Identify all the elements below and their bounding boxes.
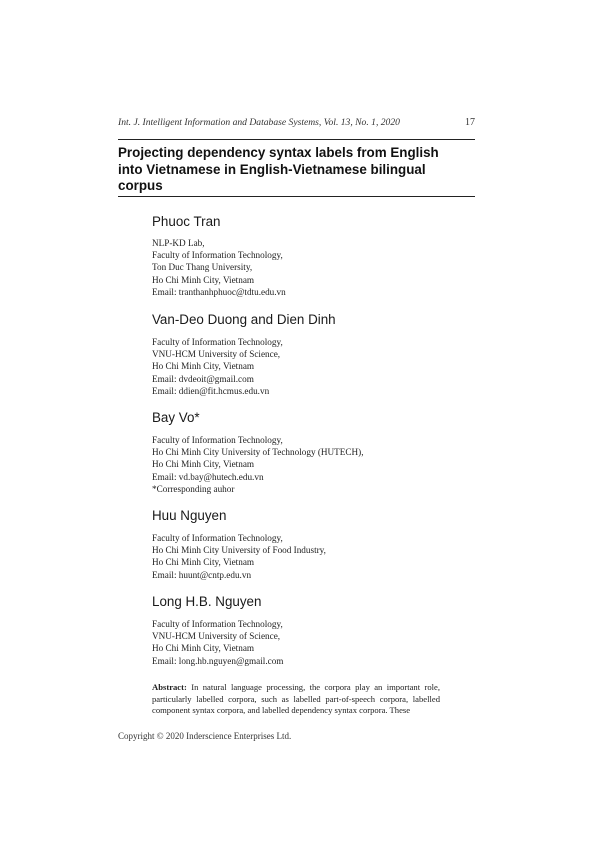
affiliation-line: Ho Chi Minh City, Vietnam [152, 643, 255, 654]
affiliation-line: Ton Duc Thang University, [152, 262, 253, 273]
paper-title [118, 145, 475, 195]
affiliation-line: Ho Chi Minh City, Vietnam [152, 459, 255, 470]
affiliation-line: VNU-HCM University of Science, [152, 349, 281, 360]
title-line-1: Projecting dependency syntax labels from English [118, 145, 439, 160]
author-email: Email: tranthanhphuoc@tdtu.edu.vn [152, 286, 286, 297]
page-number: 17 [465, 117, 475, 128]
abstract [152, 682, 440, 717]
author-email: Email: huunt@cntp.edu.vn [152, 569, 252, 580]
author-name: Huu Nguyen [152, 508, 227, 523]
author-name: Bay Vo* [152, 410, 200, 425]
author-email: Email: long.hb.nguyen@gmail.com [152, 655, 284, 666]
affiliation-line: Ho Chi Minh City, Vietnam [152, 361, 255, 372]
author-affiliation [152, 237, 286, 298]
author-email: Email: ddien@fit.hcmus.edu.vn [152, 385, 270, 396]
affiliation-line: Ho Chi Minh City University of Technology (HUTECH), [152, 447, 364, 458]
title-top-rule [118, 139, 475, 140]
abstract-text: In natural language processing, the corpora play an important role, particularly labelled corpora, such as labelled part-of-speech corpora, labelled component syntax corpora, and labelled dependency syntax corpora. These [152, 682, 440, 716]
journal-header: Int. J. Intelligent Information and Database Systems, Vol. 13, No. 1, 2020 [118, 117, 400, 128]
affiliation-line: Ho Chi Minh City University of Food Industry, [152, 545, 326, 556]
abstract-label: Abstract: [152, 682, 187, 692]
corresponding-author-note: *Corresponding auhor [152, 483, 235, 494]
affiliation-line: Faculty of Information Technology, [152, 435, 283, 445]
affiliation-line: Faculty of Information Technology, [152, 337, 283, 347]
author-affiliation [152, 434, 364, 495]
author-name: Phuoc Tran [152, 214, 221, 229]
affiliation-line: Faculty of Information Technology, [152, 533, 283, 543]
affiliation-line: Faculty of Information Technology, [152, 250, 283, 261]
affiliation-line: Faculty of Information Technology, [152, 619, 283, 629]
affiliation-line: VNU-HCM University of Science, [152, 631, 281, 642]
author-affiliation [152, 618, 283, 667]
title-bottom-rule [118, 196, 475, 197]
author-affiliation [152, 336, 283, 397]
title-line-3: corpus [118, 178, 163, 193]
affiliation-line: Ho Chi Minh City, Vietnam [152, 557, 255, 568]
author-affiliation [152, 532, 326, 581]
author-name: Van-Deo Duong and Dien Dinh [152, 312, 336, 327]
author-email: Email: dvdeoit@gmail.com [152, 373, 254, 384]
author-email: Email: vd.bay@hutech.edu.vn [152, 471, 264, 482]
author-name: Long H.B. Nguyen [152, 594, 262, 609]
affiliation-line: Ho Chi Minh City, Vietnam [152, 274, 255, 285]
affiliation-line: NLP-KD Lab, [152, 238, 205, 248]
copyright-notice: Copyright © 2020 Inderscience Enterprises Ltd. [118, 731, 292, 741]
title-line-2: into Vietnamese in English-Vietnamese bilingual [118, 161, 426, 177]
